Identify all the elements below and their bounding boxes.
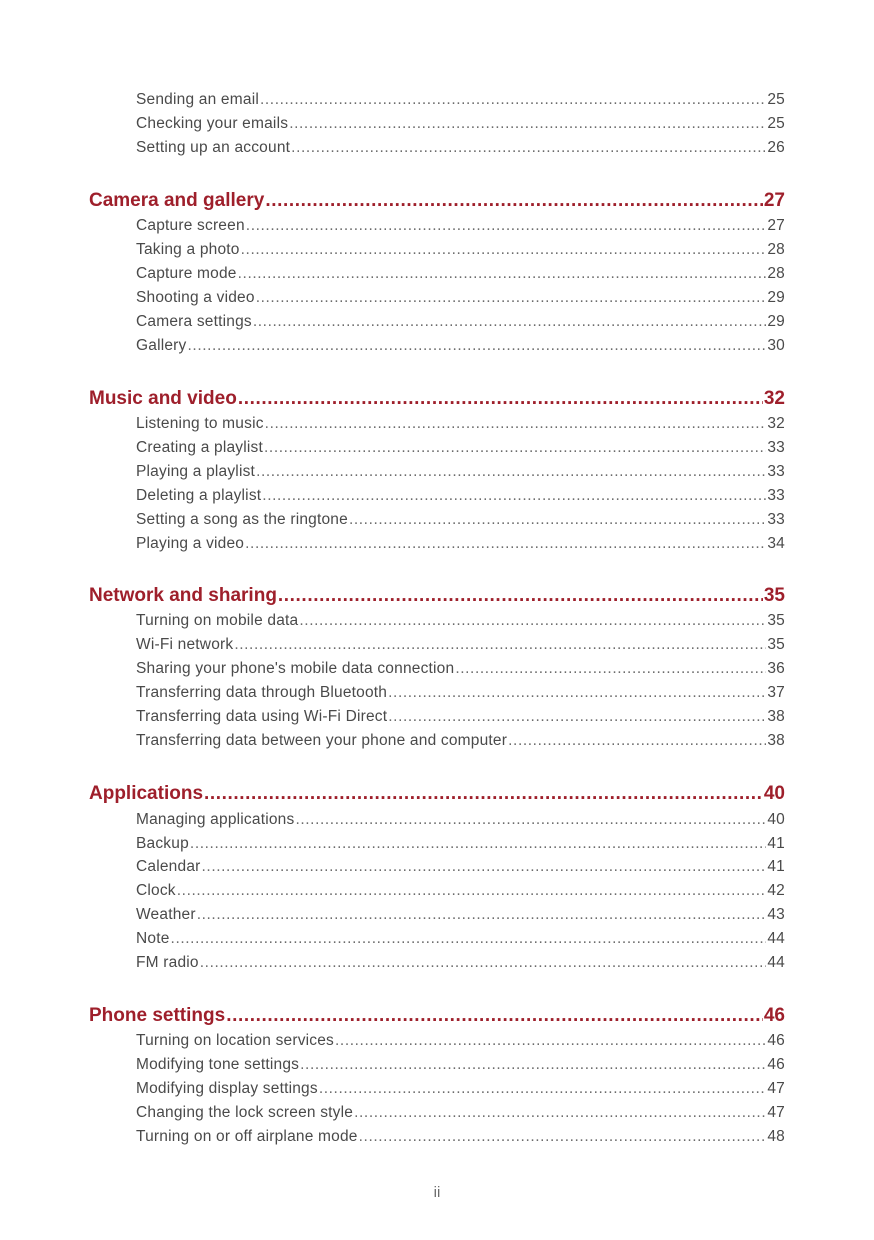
toc-entry-title: Managing applications — [136, 811, 295, 828]
toc-entry[interactable] — [136, 139, 785, 163]
leader-dots — [256, 463, 766, 481]
toc-entry[interactable] — [136, 439, 785, 463]
toc-entry[interactable] — [136, 1080, 785, 1104]
toc-entry-page: 33 — [767, 487, 785, 504]
toc-entry[interactable] — [136, 954, 785, 978]
toc-entry[interactable] — [136, 636, 785, 660]
toc-entry-page: 27 — [767, 217, 785, 234]
toc-entry[interactable] — [136, 1104, 785, 1128]
toc-entry-title: Playing a video — [136, 535, 245, 552]
toc-entry-title: Modifying display settings — [136, 1080, 318, 1097]
toc-entry[interactable] — [136, 1056, 785, 1080]
toc-entry[interactable] — [136, 858, 785, 882]
toc-entry-title: Wi-Fi network — [136, 636, 234, 653]
leader-dots — [319, 1080, 767, 1098]
toc-entry-title: FM radio — [136, 954, 199, 971]
toc-entry-title: Camera settings — [136, 313, 252, 330]
leader-dots — [200, 954, 767, 972]
toc-entry[interactable] — [136, 487, 785, 511]
toc-entry-page: 40 — [767, 811, 785, 828]
toc-entry-title: Setting up an account — [136, 139, 291, 156]
toc-entry-page: 33 — [767, 511, 785, 528]
leader-dots — [388, 708, 766, 726]
toc-chapter-camera-and-gallery[interactable] — [89, 190, 785, 218]
toc-entry[interactable] — [136, 708, 785, 732]
toc-entry[interactable] — [136, 511, 785, 535]
leader-dots — [262, 487, 766, 505]
toc-entry-page: 44 — [767, 954, 785, 971]
toc-entry-title: Note — [136, 930, 170, 947]
page-number: ii — [433, 1184, 441, 1201]
toc-entry-title: Checking your emails — [136, 115, 289, 132]
leader-dots — [349, 511, 766, 529]
toc-entry-page: 28 — [767, 241, 785, 258]
toc-entry[interactable] — [136, 289, 785, 313]
toc-entry-title: Gallery — [136, 337, 187, 354]
leader-dots — [354, 1104, 766, 1122]
leader-dots — [246, 217, 767, 235]
leader-dots — [359, 1128, 767, 1146]
toc-entry-title: Setting a song as the ringtone — [136, 511, 348, 528]
toc-entry[interactable] — [136, 930, 785, 954]
toc-entry-page: 46 — [767, 1032, 785, 1049]
toc-entry-page: 38 — [767, 708, 785, 725]
leader-dots — [256, 289, 767, 307]
toc-entry-page: 25 — [767, 115, 785, 132]
toc-chapter-title: Camera and gallery — [89, 190, 265, 211]
leader-dots — [190, 835, 766, 853]
leader-dots — [388, 684, 766, 702]
toc-chapter-page: 46 — [763, 1005, 785, 1026]
toc-entry-page: 44 — [767, 930, 785, 947]
toc-chapter-title: Phone settings — [89, 1005, 226, 1026]
leader-dots — [299, 612, 766, 630]
toc-chapter-phone-settings[interactable] — [89, 1005, 785, 1033]
toc-entry[interactable] — [136, 660, 785, 684]
leader-dots — [508, 732, 766, 750]
toc-entry[interactable] — [136, 811, 785, 835]
toc-entry[interactable] — [136, 1128, 785, 1152]
toc-chapter-page: 32 — [763, 388, 785, 409]
toc-entry-page: 47 — [767, 1104, 785, 1121]
toc-entry-page: 43 — [767, 906, 785, 923]
leader-dots — [264, 439, 766, 457]
toc-entry-page: 33 — [767, 463, 785, 480]
toc-entry-page: 41 — [767, 858, 785, 875]
toc-entry-title: Creating a playlist — [136, 439, 263, 456]
toc-entry-page: 29 — [767, 289, 785, 306]
toc-entry[interactable] — [136, 882, 785, 906]
toc-entry[interactable] — [136, 535, 785, 559]
leader-dots — [265, 190, 763, 212]
toc-chapter-applications[interactable] — [89, 783, 785, 811]
toc-chapter-title: Music and video — [89, 388, 237, 409]
toc-entry-page: 41 — [767, 835, 785, 852]
toc-entry-title: Transferring data between your phone and computer — [136, 732, 508, 749]
leader-dots — [455, 660, 766, 678]
toc-entry[interactable] — [136, 835, 785, 859]
leader-dots — [278, 585, 763, 607]
toc-entry[interactable] — [136, 415, 785, 439]
toc-entry-page: 33 — [767, 439, 785, 456]
toc-chapter-title: Network and sharing — [89, 585, 277, 606]
toc-entry[interactable] — [136, 91, 785, 115]
toc-entry-title: Taking a photo — [136, 241, 240, 258]
toc-entry-page: 29 — [767, 313, 785, 330]
leader-dots — [171, 930, 767, 948]
leader-dots — [265, 415, 767, 433]
toc-entry[interactable] — [136, 115, 785, 139]
toc-entry-page: 32 — [767, 415, 785, 432]
leader-dots — [253, 313, 766, 331]
toc-entry[interactable] — [136, 906, 785, 930]
leader-dots — [197, 906, 767, 924]
toc-entry-title: Transferring data through Bluetooth — [136, 684, 388, 701]
toc-entry-page: 30 — [767, 337, 785, 354]
leader-dots — [260, 91, 766, 109]
toc-entry[interactable] — [136, 612, 785, 636]
leader-dots — [202, 858, 767, 876]
toc-chapter-title: Applications — [89, 783, 204, 804]
toc-entry[interactable] — [136, 337, 785, 361]
toc-chapter-music-and-video[interactable] — [89, 388, 785, 416]
toc-entry[interactable] — [136, 217, 785, 241]
toc-entry[interactable] — [136, 241, 785, 265]
leader-dots — [241, 241, 767, 259]
toc-entry-title: Capture mode — [136, 265, 237, 282]
toc-entry[interactable] — [136, 265, 785, 289]
toc-entry-page: 46 — [767, 1056, 785, 1073]
leader-dots — [289, 115, 766, 133]
toc-entry[interactable] — [136, 463, 785, 487]
toc-entry-page: 28 — [767, 265, 785, 282]
toc-entry-page: 34 — [767, 535, 785, 552]
toc-entry-title: Shooting a video — [136, 289, 255, 306]
leader-dots — [238, 265, 767, 283]
leader-dots — [226, 1005, 763, 1027]
toc-entry-title: Playing a playlist — [136, 463, 256, 480]
toc-entry-title: Transferring data using Wi-Fi Direct — [136, 708, 388, 725]
toc-entry-page: 26 — [767, 139, 785, 156]
toc-entry-title: Modifying tone settings — [136, 1056, 300, 1073]
leader-dots — [234, 636, 766, 654]
toc-entry[interactable] — [136, 313, 785, 337]
toc-entry-page: 48 — [767, 1128, 785, 1145]
toc-entry-page: 25 — [767, 91, 785, 108]
toc-entry-title: Clock — [136, 882, 176, 899]
leader-dots — [238, 388, 763, 410]
toc-entry-title: Turning on mobile data — [136, 612, 299, 629]
leader-dots — [335, 1032, 766, 1050]
toc-entry-title: Sharing your phone's mobile data connection — [136, 660, 455, 677]
toc-entry-title: Deleting a playlist — [136, 487, 262, 504]
toc-entry-title: Backup — [136, 835, 189, 852]
toc-entry[interactable] — [136, 684, 785, 708]
toc-entry-page: 35 — [767, 612, 785, 629]
toc-entry-page: 35 — [767, 636, 785, 653]
toc-entry[interactable] — [136, 1032, 785, 1056]
toc-entry-title: Capture screen — [136, 217, 245, 234]
toc-chapter-page: 27 — [763, 190, 785, 211]
toc-entry[interactable] — [136, 732, 785, 756]
toc-entry-page: 42 — [767, 882, 785, 899]
toc-entry-title: Changing the lock screen style — [136, 1104, 354, 1121]
toc-entry-page: 37 — [767, 684, 785, 701]
toc-entry-page: 47 — [767, 1080, 785, 1097]
toc-entry-title: Weather — [136, 906, 196, 923]
leader-dots — [177, 882, 767, 900]
toc-entry-title: Turning on location services — [136, 1032, 335, 1049]
leader-dots — [295, 811, 766, 829]
leader-dots — [245, 535, 766, 553]
toc-entry-page: 36 — [767, 660, 785, 677]
toc-chapter-page: 40 — [763, 783, 785, 804]
leader-dots — [291, 139, 766, 157]
toc-chapter-network-and-sharing[interactable] — [89, 585, 785, 613]
toc-entry-title: Calendar — [136, 858, 201, 875]
toc-entry-page: 38 — [767, 732, 785, 749]
leader-dots — [204, 783, 763, 805]
toc-entry-title: Listening to music — [136, 415, 264, 432]
toc-entry-title: Turning on or off airplane mode — [136, 1128, 358, 1145]
leader-dots — [188, 337, 767, 355]
toc-entry-title: Sending an email — [136, 91, 259, 108]
toc-chapter-page: 35 — [763, 585, 785, 606]
leader-dots — [300, 1056, 766, 1074]
